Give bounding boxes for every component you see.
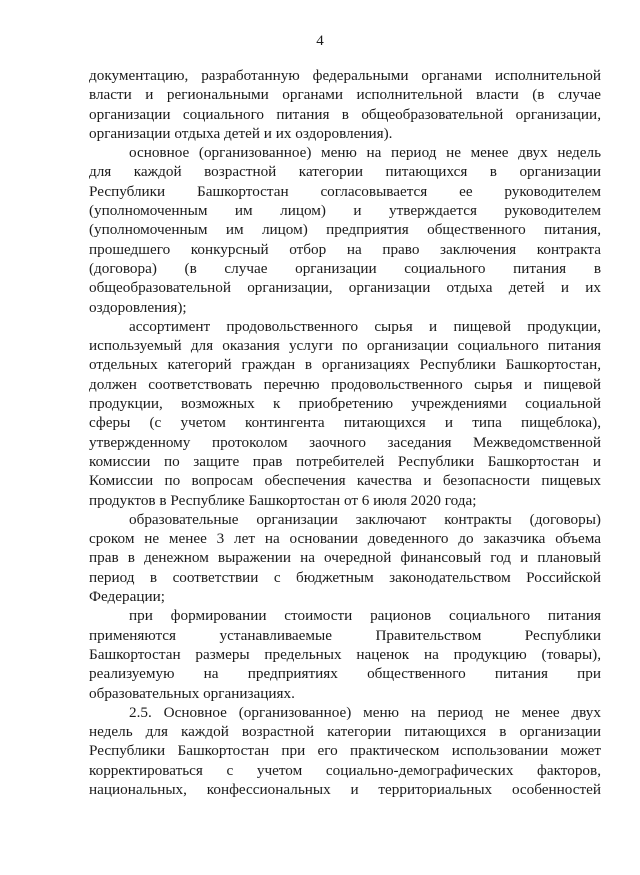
page-number: 4 bbox=[316, 33, 324, 49]
text-line: продукции, возможных к приобретению учреждениями социальной bbox=[89, 395, 601, 413]
text-line: прав в денежном выражении на очередной финансовый год и плановый bbox=[89, 549, 601, 567]
text-line: отдельных категорий граждан в организациях Республики Башкортостан, bbox=[89, 356, 601, 374]
text-line: Республики Башкортостан согласовывается ее руководителем bbox=[89, 182, 601, 200]
text-line: образовательные организации заключают контракты (договоры) bbox=[129, 510, 601, 528]
text-line: (уполномоченным им лицом) и утверждается руководителем bbox=[89, 202, 601, 220]
paragraph-main-menu bbox=[89, 143, 601, 317]
text-line: сроком не менее 3 лет на основании доведенного до заказчика объема bbox=[89, 530, 601, 548]
text-line: должен соответствовать перечню продовольственного сырья и пищевой bbox=[89, 375, 601, 393]
text-line: период в соответствии с бюджетным законодательством Российской bbox=[89, 568, 601, 586]
text-line: используемый для оказания услуги по организации социального питания bbox=[89, 337, 601, 355]
text-line: сферы (с учетом контингента питающихся и типа пищеблока), bbox=[89, 414, 601, 432]
paragraph-contracts bbox=[89, 510, 601, 606]
paragraph-section-2-5 bbox=[89, 703, 601, 799]
paragraph-pricing bbox=[89, 606, 601, 702]
text-line: реализуемую на предприятиях общественного питания при bbox=[89, 665, 601, 683]
text-line: оздоровления); bbox=[89, 298, 187, 316]
text-line: недель для каждой возрастной категории питающихся в организации bbox=[89, 723, 601, 741]
text-line: прошедшего конкурсный отбор на право заключения контракта bbox=[89, 240, 601, 258]
text-line: корректироваться с учетом социально-демографических факторов, bbox=[89, 761, 601, 779]
text-line: основное (организованное) меню на период не менее двух недель bbox=[129, 144, 601, 162]
paragraph-documentation bbox=[89, 66, 601, 143]
text-line: (уполномоченным им лицом) предприятия общественного питания, bbox=[89, 221, 601, 239]
text-line: продуктов в Республике Башкортостан от 6 июля 2020 года; bbox=[89, 491, 477, 509]
text-line: комиссии по защите прав потребителей Республики Башкортостан и bbox=[89, 452, 601, 470]
text-line: Республики Башкортостан при его практическом использовании может bbox=[89, 742, 601, 760]
text-line: при формировании стоимости рационов социального питания bbox=[129, 607, 601, 625]
text-line: национальных, конфессиональных и территориальных особенностей bbox=[89, 780, 601, 798]
text-line: образовательных организациях. bbox=[89, 684, 295, 702]
text-line: Комиссии по вопросам обеспечения качества и безопасности пищевых bbox=[89, 472, 601, 490]
document-body bbox=[89, 66, 601, 799]
text-line: 2.5. Основное (организованное) меню на период не менее двух bbox=[129, 703, 601, 721]
text-line: для каждой возрастной категории питающихся в организации bbox=[89, 163, 601, 181]
text-line: общеобразовательной организации, организации отдыха детей и их bbox=[89, 279, 601, 297]
text-line: организации социального питания в общеобразовательной организации, bbox=[89, 105, 601, 123]
text-line: организации отдыха детей и их оздоровления). bbox=[89, 124, 393, 142]
text-line: документацию, разработанную федеральными органами исполнительной bbox=[89, 67, 601, 84]
text-line: применяются устанавливаемые Правительством Республики bbox=[89, 626, 601, 644]
text-line: утвержденному протоколом заочного заседания Межведомственной bbox=[89, 433, 601, 451]
paragraph-assortment bbox=[89, 317, 601, 510]
text-line: (договора) (в случае организации социального питания в bbox=[89, 259, 601, 277]
text-line: ассортимент продовольственного сырья и пищевой продукции, bbox=[129, 317, 601, 335]
text-line: Федерации; bbox=[89, 588, 165, 606]
text-line: власти и региональными органами исполнительной власти (в случае bbox=[89, 86, 601, 104]
text-line: Башкортостан размеры предельных наценок на продукцию (товары), bbox=[89, 645, 601, 663]
